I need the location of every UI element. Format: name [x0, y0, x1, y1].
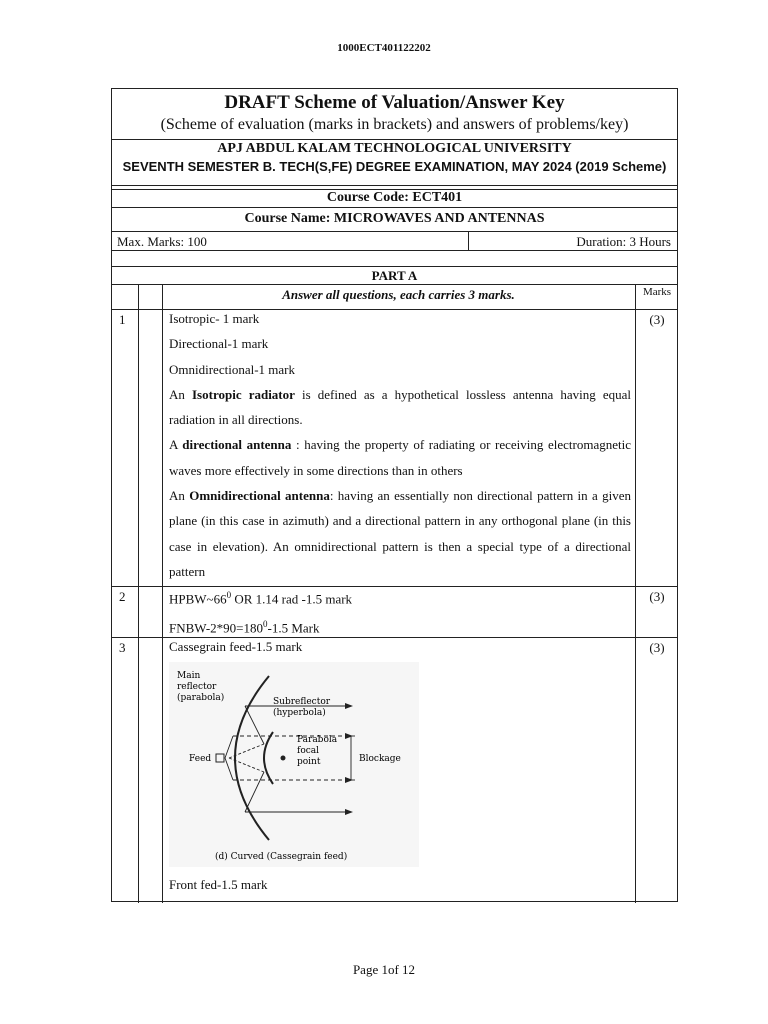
subreflector-label: Subreflector — [273, 697, 331, 707]
column-divider — [162, 284, 163, 903]
answer-line: Cassegrain feed-1.5 mark — [169, 639, 303, 654]
subreflector-label: (hyperbola) — [273, 708, 326, 718]
divider — [112, 266, 677, 267]
page-number: Page 1of 12 — [352, 962, 416, 977]
exam-title: SEVENTH SEMESTER B. TECH(S,FE) DEGREE EXAMINATION, MAY 2024 (2019 Scheme) — [122, 159, 667, 174]
answer-line: Directional-1 mark — [169, 336, 269, 352]
page-subtitle: (Scheme of evaluation (marks in brackets) and answers of problems/key) — [160, 116, 629, 133]
focal-point-icon — [281, 756, 286, 761]
divider — [112, 139, 677, 140]
main-reflector-label: reflector — [177, 682, 217, 692]
focal-point-label: Parabola — [297, 735, 338, 745]
answer-line: Front fed-1.5 mark — [169, 877, 268, 892]
directional-definition: A directional antenna : having the property of radiating or receiving electromagnetic waves more effectively in some directions than in others — [169, 437, 631, 478]
duration: Duration: 3 Hours — [576, 234, 671, 249]
divider — [112, 207, 677, 208]
part-instruction: Answer all questions, each carries 3 marks. — [282, 287, 515, 302]
page-title: DRAFT Scheme of Valuation/Answer Key — [224, 92, 565, 113]
divider — [112, 185, 677, 186]
isotropic-definition: An Isotropic radiator is defined as a hypothetical lossless antenna having equal radiation in all directions. — [169, 386, 631, 428]
university-name: APJ ABDUL KALAM TECHNOLOGICAL UNIVERSITY — [217, 141, 572, 156]
column-divider — [138, 284, 139, 903]
divider — [112, 250, 677, 251]
focal-point-label: point — [297, 757, 321, 767]
question-2-answer — [169, 583, 631, 640]
main-reflector-label: (parabola) — [177, 693, 225, 703]
question-number: 3 — [119, 640, 126, 655]
max-marks: Max. Marks: 100 — [117, 234, 207, 249]
figure-caption: (d) Curved (Cassegrain feed) — [215, 852, 348, 862]
answer-key-table — [111, 88, 678, 902]
focal-point-label: focal — [297, 746, 320, 756]
divider — [112, 231, 677, 232]
fnbw-line: FNBW-$2*90=180^0-1.5$ Mark — [169, 618, 320, 635]
question-1-answer — [169, 306, 631, 584]
marks-header: Marks — [642, 286, 672, 298]
question-number: 2 — [119, 589, 126, 604]
question-number: 1 — [119, 312, 126, 327]
answer-line: Isotropic- 1 mark — [169, 311, 260, 326]
divider — [468, 231, 469, 250]
feed-label: Feed — [189, 754, 212, 764]
blockage-label: Blockage — [359, 754, 401, 764]
document-id: 1000ECT401122202 — [337, 42, 431, 54]
hpbw-line: $HPBW\sim 66^0$ OR 1.14 rad -1.5 mark — [169, 590, 353, 607]
question-marks: (3) — [649, 589, 665, 604]
cassegrain-antenna-diagram — [169, 662, 419, 867]
question-marks: (3) — [649, 640, 665, 655]
main-reflector-label: Main — [177, 671, 201, 681]
divider — [112, 284, 677, 285]
answer-line: Omnidirectional-1 mark — [169, 361, 295, 377]
course-code: Course Code: ECT401 — [326, 190, 463, 205]
question-marks: (3) — [649, 312, 665, 327]
omnidirectional-definition: An Omnidirectional antenna: having an essentially non directional pattern in a given plane (in this case in azimuth) and a directional pattern in any orthogonal plane (in this case in elevation). An omnidirectional pattern is then a special type of a directional pattern — [169, 488, 631, 579]
part-title: PART A — [371, 268, 418, 283]
course-name: Course Name: MICROWAVES AND ANTENNAS — [244, 211, 545, 226]
